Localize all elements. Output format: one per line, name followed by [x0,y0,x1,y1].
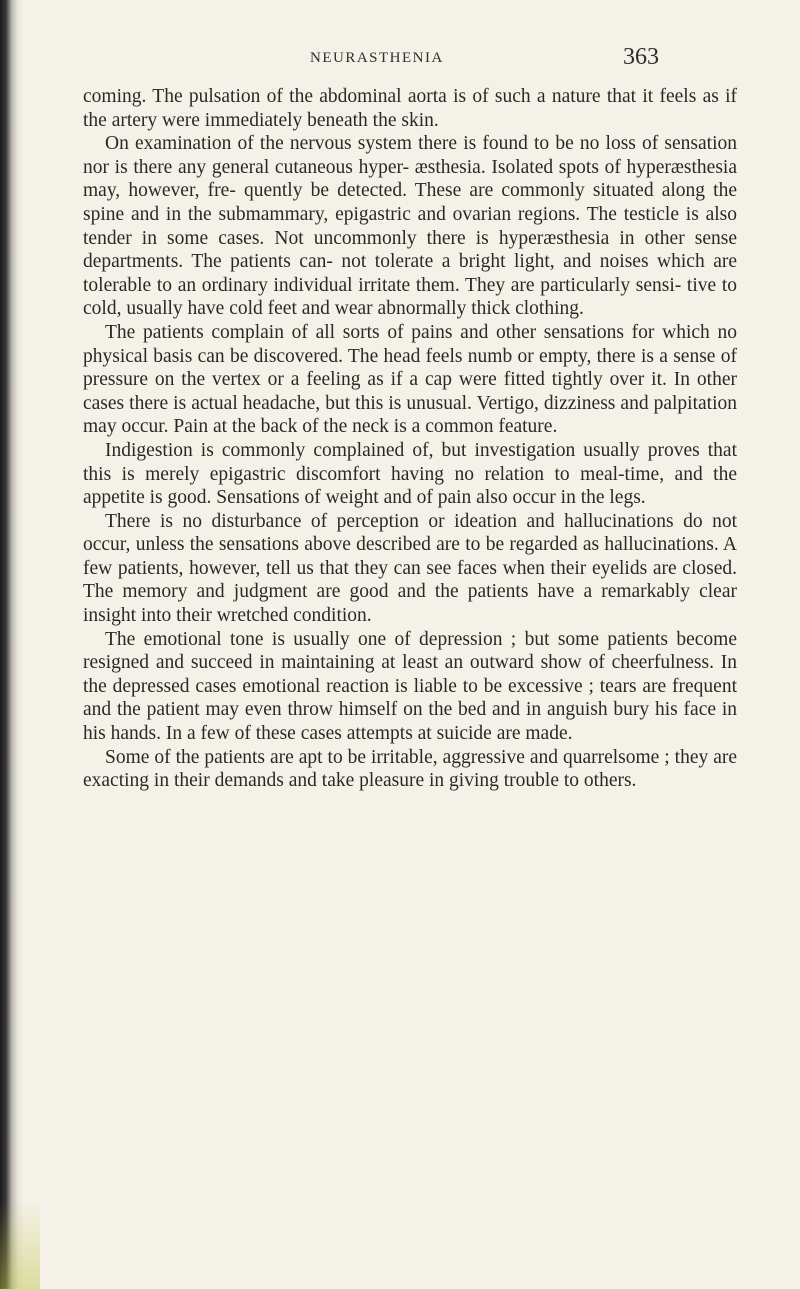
paragraph-1: coming. The pulsation of the abdominal aorta is of such a nature that it feels as if the artery were immediately beneath the skin. [83,86,737,131]
paragraph-4: Indigestion is commonly complained of, but investigation usually proves that this is merely epigastric discomfort having no relation to meal-time, and the appetite is good. Sensations of weight and of pain also occur in the legs. [83,439,737,509]
paragraph-6: The emotional tone is usually one of depression ; but some patients become resigned and succeed in maintaining at least an outward show of cheerfulness. In the depressed cases emotional reaction is liable to be excessive ; tears are frequent and the patient may even throw himself on the bed and in anguish bury his face in his hands. In a few of these cases attempts at suicide are made. [83,628,737,745]
paragraph-5: There is no disturbance of perception or ideation and hallucinations do not occur, unless the sensations above described are to be regarded as hallucinations. A few patients, however, tell us that they can see faces when their eyelids are closed. The memory and judgment are good and the patients have a remarkably clear insight into their wretched condition. [83,510,737,627]
paragraph-3: The patients complain of all sorts of pains and other sensations for which no physical basis can be discovered. The head feels numb or empty, there is a sense of pressure on the vertex or a feeling as if a cap were fitted tightly over it. In other cases there is actual headache, but this is unusual. Vertigo, dizziness and palpitation may occur. Pain at the back of the neck is a common feature. [83,321,737,438]
page-body [83,85,737,793]
paragraph-2: On examination of the nervous system there is found to be no loss of sensation nor is there any general cutaneous hyper- æsthesia. Isolated spots of hyperæsthesia may, however, fre- quently be detected. These are commonly situated along the spine and in the submammary, epigastric and ovarian regions. The testicle is also tender in some cases. Not uncommonly there is hyperæsthesia in other sense departments. The patients can- not tolerate a bright light, and noises which are tolerable to an ordinary individual irritate them. They are particularly sensi- tive to cold, usually have cold feet and wear abnormally thick clothing. [83,133,737,320]
paragraph-7: Some of the patients are apt to be irritable, aggressive and quarrelsome ; they are exacting in their demands and take pleasure in giving trouble to others. [83,746,737,792]
running-title: NEURASTHENIA [310,50,444,66]
page-edge-stain [0,1200,40,1289]
page-header [310,44,710,80]
page-binding-edge [0,0,24,1289]
page-number: 363 [623,44,659,70]
